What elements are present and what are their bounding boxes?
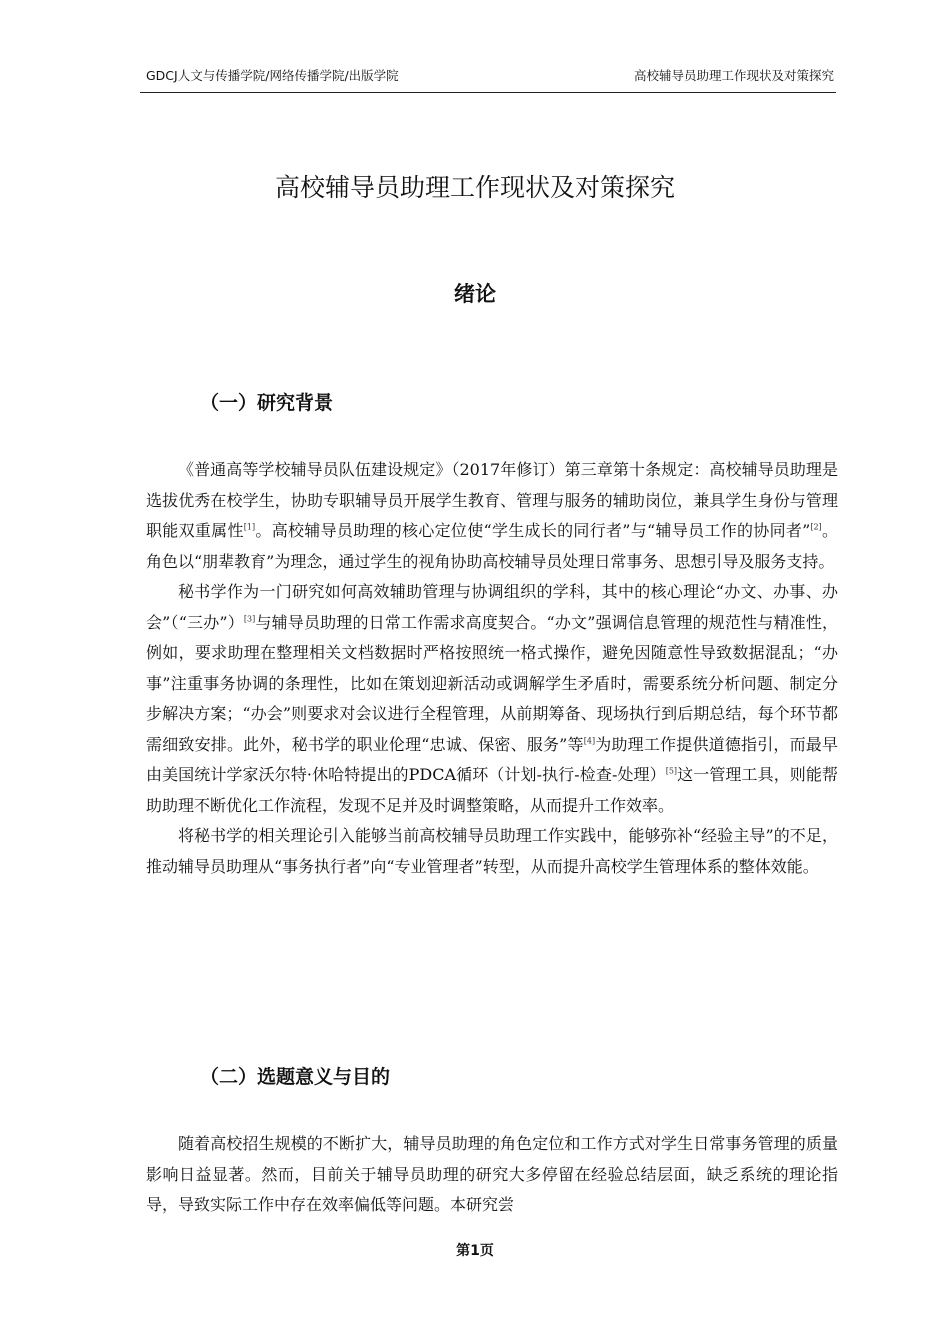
citation-reference[interactable]: [4] [583, 736, 596, 746]
paragraph-text: 《普通高等学校辅导员队伍建设规定》（2017年修订）第三章第十条规定：高校辅导员助理是选拔优秀在校学生，协助专职辅导员开展学生教育、管理与服务的辅助岗位，兼具学生身份与管理职能双重属性 [146, 460, 838, 540]
page-number: 第1页 [456, 1243, 494, 1259]
citation-reference[interactable]: [3] [243, 614, 256, 624]
paragraph-text: 。角色以“朋辈教育”为理念，通过学生的视角协助高校辅导员处理日常事务、思想引导及服务支持。 [146, 521, 838, 571]
paragraph [146, 455, 838, 577]
header-divider [140, 92, 836, 93]
section-heading-significance: （二）选题意义与目的 [200, 1066, 391, 1088]
section-heading-background: （一）研究背景 [200, 392, 334, 414]
section-body-significance [146, 1129, 838, 1221]
citation-reference[interactable]: [1] [243, 522, 256, 532]
header-document-title: 高校辅导员助理工作现状及对策探究 [633, 68, 834, 83]
paragraph-text: 秘书学作为一门研究如何高效辅助管理与协调组织的学科，其中的核心理论“办文、办事、办会”（“三办”） [146, 582, 838, 632]
paragraph-text: 将秘书学的相关理论引入能够当前高校辅导员助理工作实践中，能够弥补“经验主导”的不足，推动辅导员助理从“事务执行者”向“专业管理者”转型，从而提升高校学生管理体系的整体效能。 [146, 826, 838, 876]
citation-reference[interactable]: [5] [665, 766, 678, 776]
paragraph-text: 这一管理工具，则能帮助助理不断优化工作流程，发现不足并及时调整策略，从而提升工作效率。 [146, 765, 838, 815]
paragraph [146, 821, 838, 882]
paragraph-text: 为助理工作提供道德指引，而最早由美国统计学家沃尔特·休哈特提出的PDCA循环（计划-执行-检查-处理） [146, 734, 838, 784]
section-body-background [146, 455, 838, 882]
paragraph-text: 与辅导员助理的日常工作需求高度契合。“办文”强调信息管理的规范性与精准性，例如，要求助理在整理相关文档数据时严格按照统一格式操作，避免因随意性导致数据混乱；“办事”注重事务协调的条理性，比如在策划迎新活动或调解学生矛盾时，需要系统分析问题、制定分步解决方案；“办会”则要求对会议进行全程管理，从前期筹备、现场执行到后期总结，每个环节都需细致安排。此外，秘书学的职业伦理“忠诚、保密、服务”等 [146, 612, 838, 754]
paragraph-text: 随着高校招生规模的不断扩大，辅导员助理的角色定位和工作方式对学生日常事务管理的质量影响日益显著。然而，目前关于辅导员助理的研究大多停留在经验总结层面，缺乏系统的理论指导，导致实际工作中存在效率偏低等问题。本研究尝 [146, 1134, 838, 1214]
header-institution: GDCJ人文与传播学院/网络传播学院/出版学院 [146, 68, 399, 83]
running-header [146, 66, 834, 88]
citation-reference[interactable]: [2] [810, 522, 822, 532]
document-title: 高校辅导员助理工作现状及对策探究 [274, 173, 675, 202]
paragraph [146, 577, 838, 821]
chapter-title: 绪论 [454, 282, 496, 306]
paragraph-text: 。高校辅导员助理的核心定位使“学生成长的同行者”与“辅导员工作的协同者” [255, 521, 811, 540]
paragraph [146, 1129, 838, 1221]
